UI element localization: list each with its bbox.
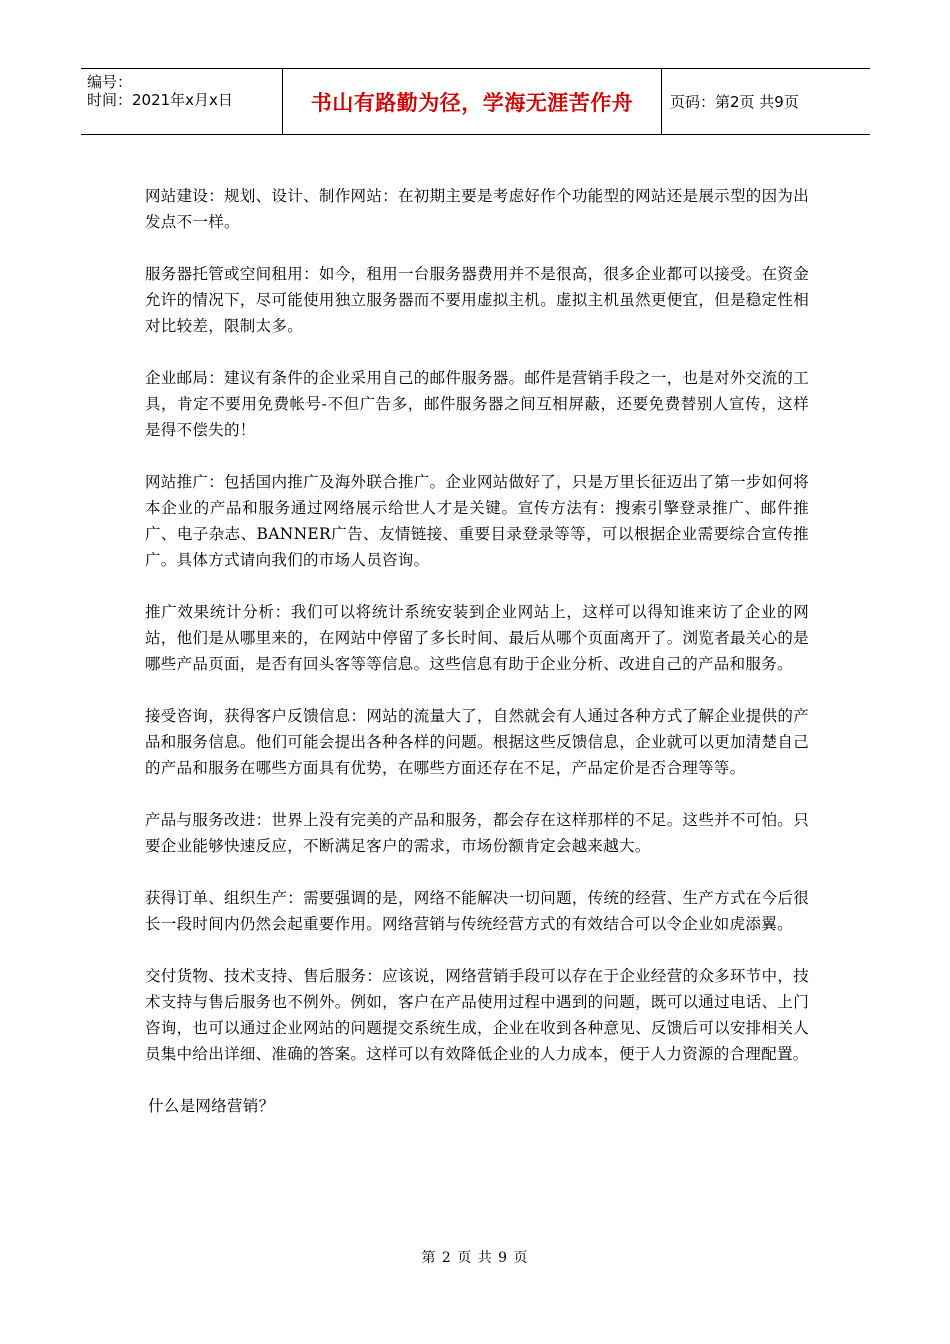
header-motto: 书山有路勤为径，学海无涯苦作舟 xyxy=(283,69,662,134)
paragraph-delivery-support: 交付货物、技术支持、售后服务：应该说，网络营销手段可以存在于企业经营的众多环节中，技术支持与售后服务也不例外。例如，客户在产品使用过程中遇到的问题，既可以通过电话、上门咨询，也可以通过企业网站的问题提交系统生成，企业在收到各种意见、反馈后可以安排相关人员集中给出详细、准确的答案。这样可以有效降低企业的人力成本，便于人力资源的合理配置。 xyxy=(145,967,809,1063)
document-date: 时间：2021年x月x日 xyxy=(87,91,233,109)
paragraph-orders-production: 获得订单、组织生产：需要强调的是，网络不能解决一切问题，传统的经营、生产方式在今后很长一段时间内仍然会起重要作用。网络营销与传统经营方式的有效结合可以令企业如虎添翼。 xyxy=(145,889,809,933)
page-header xyxy=(81,68,870,135)
section-question: 什么是网络营销？ xyxy=(148,1097,275,1115)
header-page-info: 页码：第2页 共9页 xyxy=(670,93,799,111)
paragraph-product-improvement: 产品与服务改进：世界上没有完美的产品和服务，都会存在这样那样的不足。这些并不可怕。只要企业能够快速反应，不断满足客户的需求，市场份额肯定会越来越大。 xyxy=(145,811,809,855)
paragraph-server-hosting: 服务器托管或空间租用：如今，租用一台服务器费用并不是很高，很多企业都可以接受。在资金允许的情况下，尽可能使用独立服务器而不要用虚拟主机。虚拟主机虽然更便宜，但是稳定性相对比较差，限制太多。 xyxy=(145,265,809,335)
page-footer: 第 2 页 共 9 页 xyxy=(421,1250,529,1266)
paragraph-statistics-analysis: 推广效果统计分析：我们可以将统计系统安装到企业网站上，这样可以得知谁来访了企业的网站，他们是从哪里来的，在网站中停留了多长时间、最后从哪个页面离开了。浏览者最关心的是哪些产品页面，是否有回头客等等信息。这些信息有助于企业分析、改进自己的产品和服务。 xyxy=(145,603,809,673)
paragraph-website-construction: 网站建设：规划、设计、制作网站：在初期主要是考虑好作个功能型的网站还是展示型的因为出发点不一样。 xyxy=(145,187,809,231)
paragraph-customer-feedback: 接受咨询，获得客户反馈信息：网站的流量大了，自然就会有人通过各种方式了解企业提供的产品和服务信息。他们可能会提出各种各样的问题。根据这些反馈信息，企业就可以更加清楚自己的产品和服务在哪些方面具有优势，在哪些方面还存在不足，产品定价是否合理等等。 xyxy=(145,707,809,777)
paragraph-enterprise-mail: 企业邮局：建议有条件的企业采用自己的邮件服务器。邮件是营销手段之一，也是对外交流的工具，肯定不要用免费帐号-不但广告多，邮件服务器之间互相屏蔽，还要免费替别人宣传，这样是得不偿失的！ xyxy=(145,369,809,439)
document-body xyxy=(145,183,809,1119)
document-number: 编号： xyxy=(87,73,133,91)
header-meta xyxy=(81,69,283,134)
paragraph-website-promotion: 网站推广：包括国内推广及海外联合推广。企业网站做好了，只是万里长征迈出了第一步如何将本企业的产品和服务通过网络展示给世人才是关键。宣传方法有：搜索引擎登录推广、邮件推广、电子杂志、BANNER广告、友情链接、重要目录登录等等，可以根据企业需要综合宣传推广。具体方式请向我们的市场人员咨询。 xyxy=(145,473,809,569)
